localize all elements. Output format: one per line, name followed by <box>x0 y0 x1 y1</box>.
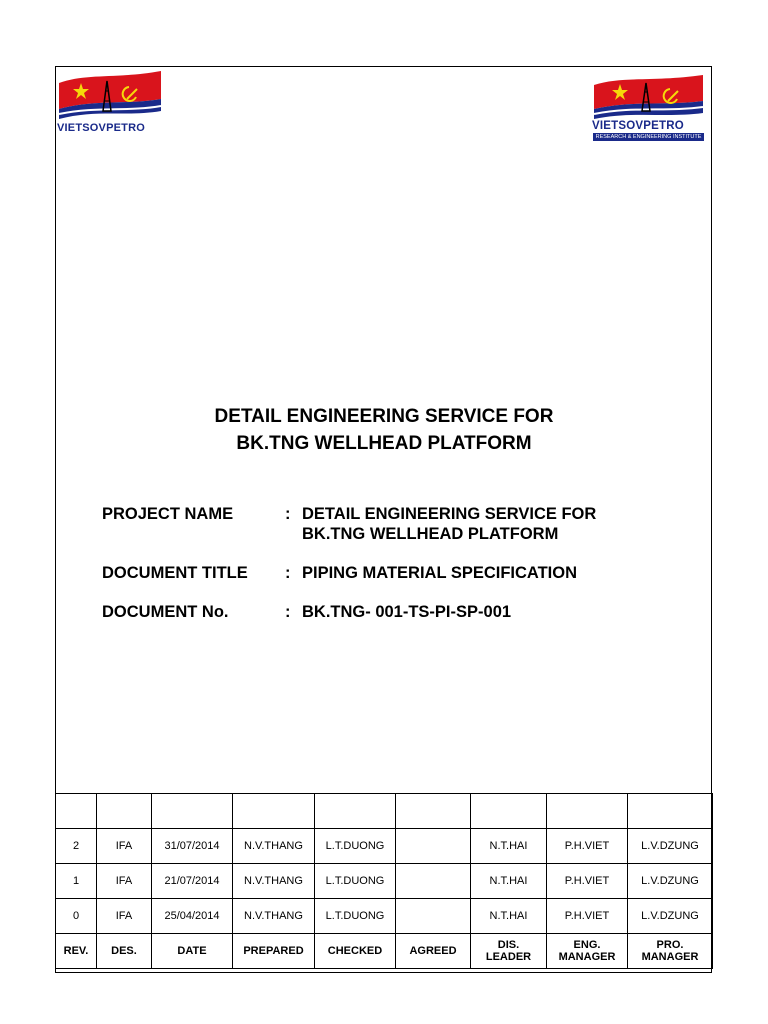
flag-wave-icon <box>57 69 163 123</box>
header-eng-manager <box>547 934 628 969</box>
header-dis-leader-line-2: LEADER <box>485 951 532 963</box>
dis-leader-cell: N.T.HAI <box>471 864 547 899</box>
des-cell: IFA <box>97 829 152 864</box>
agreed-cell <box>396 899 471 934</box>
eng-manager-cell: P.H.VIET <box>547 864 628 899</box>
rev-cell: 1 <box>56 864 97 899</box>
des-cell: IFA <box>97 864 152 899</box>
logo-subtitle: RESEARCH & ENGINEERING INSTITUTE <box>593 133 704 141</box>
header-prepared: PREPARED <box>233 934 315 969</box>
project-name-value-line-2: BK.TNG WELLHEAD PLATFORM <box>302 525 559 543</box>
header-eng-manager-line-1: ENG. <box>573 939 601 951</box>
des-cell: IFA <box>97 899 152 934</box>
table-row-blank <box>56 794 713 829</box>
date-cell: 31/07/2014 <box>152 829 233 864</box>
pro-manager-cell: L.V.DZUNG <box>628 829 713 864</box>
prepared-cell: N.V.THANG <box>233 864 315 899</box>
checked-cell: L.T.DUONG <box>315 899 396 934</box>
header-checked: CHECKED <box>315 934 396 969</box>
header-date: DATE <box>152 934 233 969</box>
logo-wordmark: VIETSOVPETRO <box>592 120 684 132</box>
agreed-cell <box>396 864 471 899</box>
document-number-value: BK.TNG- 001-TS-PI-SP-001 <box>302 603 512 621</box>
header-des: DES. <box>97 934 152 969</box>
pro-manager-cell: L.V.DZUNG <box>628 899 713 934</box>
date-cell: 21/07/2014 <box>152 864 233 899</box>
header-dis-leader <box>471 934 547 969</box>
checked-cell: L.T.DUONG <box>315 864 396 899</box>
vietsovpetro-logo-left <box>57 69 163 137</box>
project-name-value <box>302 504 596 544</box>
project-name-value-line-1: DETAIL ENGINEERING SERVICE FOR <box>302 505 597 523</box>
eng-manager-cell: P.H.VIET <box>547 829 628 864</box>
field-colon: : <box>285 505 291 523</box>
prepared-cell: N.V.THANG <box>233 899 315 934</box>
revision-table <box>55 793 713 969</box>
table-header-row <box>56 934 713 969</box>
header-rev: REV. <box>56 934 97 969</box>
date-cell: 25/04/2014 <box>152 899 233 934</box>
header-dis-leader-line-1: DIS. <box>497 939 520 951</box>
field-colon: : <box>285 603 291 621</box>
header-agreed: AGREED <box>396 934 471 969</box>
rev-cell: 0 <box>56 899 97 934</box>
project-name-label: PROJECT NAME <box>102 505 234 523</box>
pro-manager-cell: L.V.DZUNG <box>628 864 713 899</box>
document-title-value: PIPING MATERIAL SPECIFICATION <box>302 564 578 582</box>
table-row <box>56 899 713 934</box>
rev-cell: 2 <box>56 829 97 864</box>
header-pro-manager <box>628 934 713 969</box>
prepared-cell: N.V.THANG <box>233 829 315 864</box>
field-colon: : <box>285 564 291 582</box>
dis-leader-cell: N.T.HAI <box>471 899 547 934</box>
agreed-cell <box>396 829 471 864</box>
header-pro-manager-line-1: PRO. <box>656 939 684 951</box>
header-pro-manager-line-2: MANAGER <box>641 951 699 963</box>
main-title <box>0 403 768 457</box>
logo-wordmark: VIETSOVPETRO <box>57 122 145 134</box>
document-number-label: DOCUMENT No. <box>102 603 229 621</box>
eng-manager-cell: P.H.VIET <box>547 899 628 934</box>
table-row <box>56 864 713 899</box>
document-title-label: DOCUMENT TITLE <box>102 564 248 582</box>
vietsovpetro-logo-right <box>592 73 705 143</box>
main-title-line-2: BK.TNG WELLHEAD PLATFORM <box>236 433 532 454</box>
main-title-line-1: DETAIL ENGINEERING SERVICE FOR <box>214 406 554 427</box>
table-row <box>56 829 713 864</box>
flag-wave-icon <box>592 73 705 121</box>
header-eng-manager-line-2: MANAGER <box>558 951 616 963</box>
checked-cell: L.T.DUONG <box>315 829 396 864</box>
dis-leader-cell: N.T.HAI <box>471 829 547 864</box>
